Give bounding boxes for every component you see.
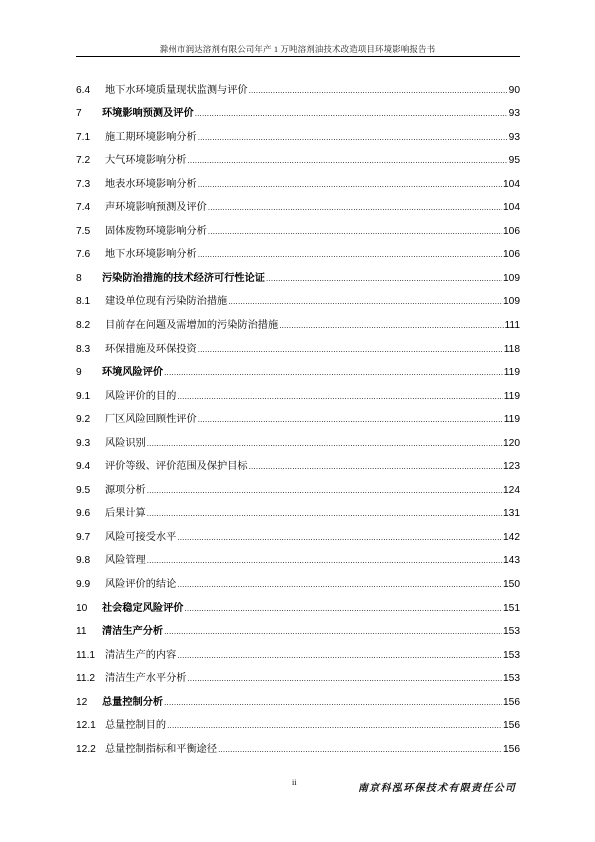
toc-dot-leader: [177, 532, 502, 544]
toc-dot-leader: [185, 603, 503, 615]
toc-entry-page: 124: [503, 484, 520, 496]
toc-entry[interactable]: [76, 120, 520, 144]
toc-dot-leader: [198, 132, 508, 144]
toc-entry-page: 150: [503, 579, 520, 591]
toc-dot-leader: [198, 414, 503, 426]
toc-dot-leader: [198, 179, 502, 191]
toc-entry-title: 清洁生产水平分析: [105, 673, 187, 685]
toc-entry-title: 源项分析: [105, 484, 146, 496]
toc-entry-title: 后果计算: [105, 508, 146, 520]
toc-entry-number: 9.9: [76, 579, 91, 591]
toc-entry-number: 11.1: [76, 649, 96, 661]
toc-entry[interactable]: [76, 591, 520, 615]
toc-entry-title: 声环境影响预测及评价: [105, 202, 207, 214]
toc-entry-title: 风险管理: [105, 555, 146, 567]
toc-entry-number: 9.7: [76, 531, 91, 543]
toc-entry[interactable]: [76, 426, 520, 450]
toc-entry-number: 7.6: [76, 249, 91, 261]
toc-dot-leader: [167, 720, 502, 732]
toc-entry-page: 106: [503, 225, 520, 237]
toc-entry-title: 评价等级、评价范围及保护目标: [105, 461, 248, 473]
toc-dot-leader: [249, 85, 508, 97]
toc-entry-page: 95: [508, 155, 520, 167]
toc-entry-page: 93: [508, 131, 520, 143]
toc-entry-number: 8.3: [76, 343, 91, 355]
toc-entry-page: 123: [503, 461, 520, 473]
toc-dot-leader: [195, 108, 508, 120]
toc-dot-leader: [266, 273, 502, 285]
toc-entry-title: 施工期环境影响分析: [105, 131, 197, 143]
toc-entry[interactable]: [76, 473, 520, 497]
toc-entry-number: 7: [76, 108, 82, 120]
toc-entry[interactable]: [76, 356, 520, 380]
toc-entry-page: 104: [503, 202, 520, 214]
toc-entry[interactable]: [76, 73, 520, 97]
toc-entry-title: 地下水环境质量现状监测与评价: [105, 84, 248, 96]
header-rule: [76, 56, 520, 57]
toc-entry-number: 12.1: [76, 720, 96, 732]
toc-entry-page: 156: [503, 720, 520, 732]
toc-entry-number: 7.4: [76, 202, 91, 214]
toc-entry[interactable]: [76, 615, 520, 639]
toc-entry-title: 地下水环境影响分析: [105, 249, 197, 261]
toc-entry-page: 143: [503, 555, 520, 567]
toc-entry-page: 151: [503, 602, 520, 614]
toc-dot-leader: [177, 579, 502, 591]
toc-entry[interactable]: [76, 544, 520, 568]
toc-entry[interactable]: [76, 403, 520, 427]
toc-dot-leader: [279, 320, 503, 332]
toc-dot-leader: [208, 226, 502, 238]
toc-entry-page: 142: [503, 531, 520, 543]
page-number: ii: [292, 778, 297, 787]
toc-entry-title: 风险评价的结论: [105, 579, 177, 591]
toc-entry-title: 总量控制分析: [102, 696, 164, 708]
toc-entry-page: 118: [503, 343, 520, 355]
toc-dot-leader: [198, 344, 503, 356]
toc-entry-title: 地表水环境影响分析: [105, 178, 197, 190]
toc-entry[interactable]: [76, 520, 520, 544]
toc-dot-leader: [198, 249, 502, 261]
toc-entry-title: 风险识别: [105, 437, 146, 449]
toc-entry[interactable]: [76, 214, 520, 238]
toc-entry[interactable]: [76, 638, 520, 662]
toc-entry-number: 9.6: [76, 508, 91, 520]
toc-entry-number: 7.5: [76, 225, 91, 237]
toc-entry-number: 9: [76, 367, 82, 379]
toc-entry-number: 9.5: [76, 484, 91, 496]
toc-entry-number: 10: [76, 602, 88, 614]
toc-entry-title: 环境风险评价: [102, 367, 164, 379]
toc-dot-leader: [147, 508, 502, 520]
toc-entry[interactable]: [76, 97, 520, 121]
toc-dot-leader: [208, 202, 502, 214]
toc-entry-page: 90: [508, 84, 520, 96]
toc-dot-leader: [177, 650, 502, 662]
toc-dot-leader: [147, 555, 502, 567]
toc-dot-leader: [177, 391, 502, 403]
toc-entry-title: 总量控制目的: [105, 720, 167, 732]
toc-entry-number: 6.4: [76, 84, 91, 96]
toc-entry-number: 8: [76, 272, 82, 284]
toc-entry-number: 7.3: [76, 178, 91, 190]
toc-entry-page: 153: [503, 649, 520, 661]
toc-dot-leader: [164, 367, 503, 379]
toc-entry[interactable]: [76, 709, 520, 733]
toc-entry[interactable]: [76, 379, 520, 403]
toc-entry[interactable]: [76, 685, 520, 709]
toc-entry[interactable]: [76, 261, 520, 285]
toc-entry-page: 109: [503, 296, 520, 308]
toc-entry-number: 9.2: [76, 414, 91, 426]
toc-entry-title: 总量控制指标和平衡途径: [105, 743, 218, 755]
toc-entry-title: 大气环境影响分析: [105, 155, 187, 167]
toc-entry-number: 11.2: [76, 673, 96, 685]
footer-company-name: 南京科泓环保技术有限责任公司: [358, 783, 517, 794]
toc-entry-title: 环保措施及环保投资: [105, 343, 197, 355]
toc-entry[interactable]: [76, 308, 520, 332]
running-header: 滁州市润达溶剂有限公司年产 1 万吨溶剂油技术改造项目环境影响报告书: [159, 44, 436, 54]
toc-entry-title: 固体废物环境影响分析: [105, 225, 207, 237]
toc-entry-number: 8.2: [76, 320, 91, 332]
toc-entry[interactable]: [76, 332, 520, 356]
toc-dot-leader: [249, 461, 502, 473]
toc-entry[interactable]: [76, 450, 520, 474]
toc-entry[interactable]: [76, 732, 520, 756]
toc-dot-leader: [188, 673, 503, 685]
toc-dot-leader: [218, 744, 502, 756]
toc-entry-title: 环境影响预测及评价: [102, 108, 194, 120]
toc-entry-page: 93: [508, 108, 520, 120]
toc-entry-number: 9.4: [76, 461, 91, 473]
toc-entry-title: 风险评价的目的: [105, 390, 177, 402]
toc-dot-leader: [188, 155, 508, 167]
toc-entry-number: 12.2: [76, 743, 96, 755]
toc-entry-number: 9.1: [76, 390, 91, 402]
toc-entry-title: 社会稳定风险评价: [102, 602, 184, 614]
toc-entry-title: 建设单位现有污染防治措施: [105, 296, 228, 308]
toc-entry-title: 目前存在问题及需增加的污染防治措施: [105, 320, 279, 332]
toc-entry[interactable]: [76, 144, 520, 168]
toc-entry-page: 156: [503, 743, 520, 755]
toc-dot-leader: [164, 626, 502, 638]
toc-dot-leader: [164, 697, 502, 709]
table-of-contents: [76, 73, 520, 756]
toc-entry-title: 污染防治措施的技术经济可行性论证: [102, 272, 265, 284]
toc-entry-number: 9.3: [76, 437, 91, 449]
toc-entry-page: 104: [503, 178, 520, 190]
toc-entry-page: 120: [503, 437, 520, 449]
toc-entry-page: 119: [503, 390, 520, 402]
toc-entry[interactable]: [76, 191, 520, 215]
toc-entry-page: 119: [503, 414, 520, 426]
toc-entry-number: 11: [76, 626, 87, 638]
toc-entry[interactable]: [76, 662, 520, 686]
toc-entry-number: 7.1: [76, 131, 91, 143]
toc-dot-leader: [147, 485, 502, 497]
toc-entry[interactable]: [76, 497, 520, 521]
toc-entry-page: 131: [503, 508, 520, 520]
toc-dot-leader: [228, 296, 502, 308]
toc-entry-number: 7.2: [76, 155, 91, 167]
toc-entry-number: 9.8: [76, 555, 91, 567]
toc-entry-number: 12: [76, 696, 88, 708]
toc-entry-number: 8.1: [76, 296, 91, 308]
toc-entry-page: 119: [503, 367, 520, 379]
toc-entry[interactable]: [76, 238, 520, 262]
toc-dot-leader: [147, 438, 502, 450]
toc-entry-title: 风险可接受水平: [105, 531, 177, 543]
toc-entry-title: 厂区风险回顾性评价: [105, 414, 197, 426]
toc-entry-page: 106: [503, 249, 520, 261]
toc-entry[interactable]: [76, 285, 520, 309]
toc-entry[interactable]: [76, 167, 520, 191]
toc-entry-page: 156: [503, 696, 520, 708]
toc-entry-page: 109: [503, 272, 520, 284]
toc-entry-title: 清洁生产的内容: [105, 649, 177, 661]
toc-entry-page: 153: [503, 673, 520, 685]
toc-entry-title: 清洁生产分析: [102, 626, 164, 638]
toc-entry-page: 153: [503, 626, 520, 638]
toc-entry[interactable]: [76, 567, 520, 591]
toc-entry-page: 111: [504, 320, 520, 332]
